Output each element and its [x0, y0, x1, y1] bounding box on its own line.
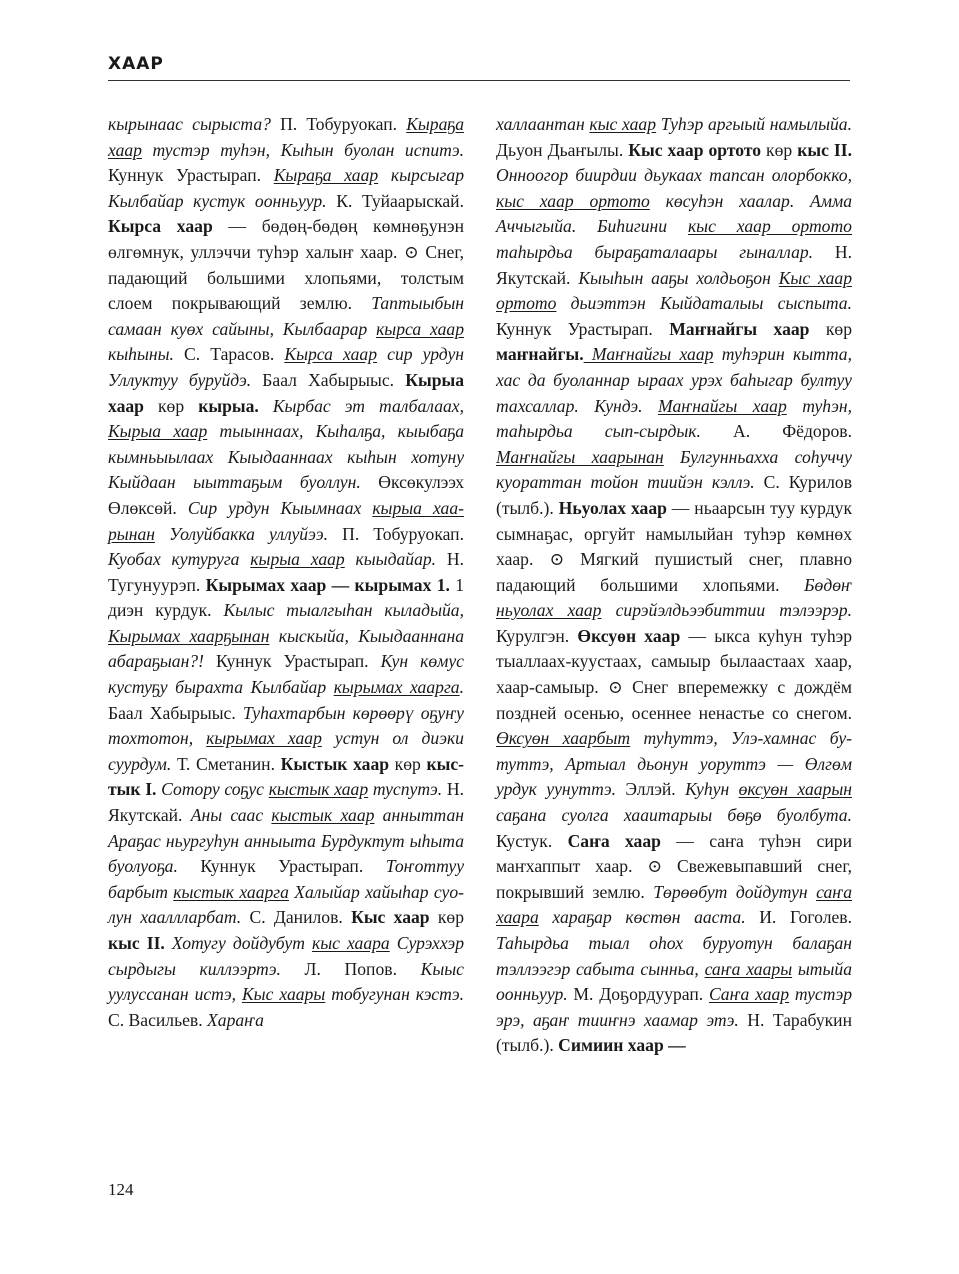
example-term: кырыа хаарынан: [108, 497, 464, 544]
example-text: Онноогор биирдии дьукаах тапсан олорбокко,: [496, 165, 852, 186]
example-text: Кырбас эт талбалаах,: [258, 395, 464, 416]
example-term: Кыраҕа хаар: [273, 165, 379, 186]
example-text: кырынаас сырыста?: [108, 114, 281, 134]
example-text: Кыыс уулуссанан истэ,: [108, 958, 464, 1005]
example-term: Өксуөн хаарбыт: [496, 728, 631, 749]
body-text: Баал Хабырыыс.: [108, 702, 243, 723]
example-term: Кыс хаар ортото: [496, 267, 852, 314]
example-text: Таптыыбын самаан куөх сайыны, Кылбаарар: [108, 293, 464, 339]
headword: Кырыа хаар: [108, 369, 465, 416]
example-text: Кылыс тыалгыһан кыладыйа,: [223, 600, 464, 621]
example-term: Маҥнайгы хаар: [658, 395, 787, 416]
example-term: кыс хаар ортото: [496, 190, 650, 211]
body-text: С. Курилов (тылб.).: [496, 472, 852, 518]
example-text: устун ол диэки суурдум.: [108, 728, 464, 774]
body-text: көр: [429, 907, 464, 928]
body-text: С. Васильев.: [108, 1009, 208, 1030]
example-term: саҥа хаара: [496, 881, 852, 928]
example-text: көсуһэн хаалар. Амма Аччыгыйа. Биһигини: [496, 190, 852, 237]
example-term: кыс хаара: [311, 933, 390, 953]
headword: Кыстык хаар: [280, 753, 390, 774]
example-text: сирэйэлдьээбиттии тэлээрэр.: [601, 600, 852, 621]
example-term: кырымах хаарга: [333, 677, 460, 698]
headword: кыс II.: [108, 933, 165, 953]
body-text: Т. Сметанин.: [176, 753, 281, 774]
example-text: Кыыһын ааҕы холдьоҕон: [578, 267, 779, 288]
example-text: хараҕар көстөн ааста.: [538, 907, 760, 928]
body-text: М. Доҕордуурап.: [573, 984, 709, 1005]
example-text: Бөдөҥ: [804, 574, 852, 595]
example-term: кырымах хаар: [206, 728, 322, 749]
example-text: дьиэттэн Кыйдаталыы сыспыта.: [556, 293, 852, 314]
headword: Кыс хаар ортото: [628, 139, 762, 160]
headword: маҥнайгы.: [496, 344, 584, 365]
body-text: — ыкса куһун туһэр тыаллаах-куустаах, самыыр былаастаах хаар, хаар-самыыр. ⊙ Снег вперемежку с дождём поздней осенью, осеннее ненастье со снегом.: [496, 625, 852, 723]
body-text: Н. Якутскай.: [108, 779, 465, 826]
body-text: көр: [761, 139, 798, 160]
example-text: Хараҥа: [207, 1009, 264, 1030]
headword: кыс II.: [797, 139, 852, 160]
example-text: Сурэххэр сырдыгы киллээртэ.: [108, 933, 464, 979]
example-text: Сотору соҕус: [156, 779, 269, 800]
example-text: халлаантан: [496, 114, 590, 134]
example-text: туһэрин кытта, хас да буоланнар ыраах урэх баһыгар бултуу тахсаллар. Кундэ.: [496, 344, 853, 416]
example-text: Аны саас: [190, 805, 272, 826]
running-header: [108, 52, 850, 81]
right-column: [496, 112, 852, 1059]
body-text: А. Фёдоров.: [733, 421, 852, 442]
headword: Симиин хаар —: [558, 1035, 686, 1056]
example-text: Кун көмус кустуҕу бырахта Кылбайар: [108, 651, 464, 698]
example-text: Булгунньахха соһуччу куораттан тойон тиийэн кэллэ.: [496, 446, 852, 493]
example-text: тустэр эрэ, аҕаҥ тииҥнэ хаамар этэ.: [496, 984, 853, 1030]
example-text: анныттан Араҕас ньургуһун анныыта Бурдуктут ыһыта буолуоҕа.: [108, 805, 464, 877]
body-text: көр: [143, 395, 199, 416]
headword: кырыа.: [198, 395, 259, 416]
example-text: таһырдьа быраҕаталаары гыналлар.: [496, 241, 835, 262]
example-text: .: [459, 677, 465, 698]
example-text: ытыйа оонньуур.: [496, 958, 852, 1005]
body-text: Н. Тарабукин (тылб.).: [496, 1009, 852, 1056]
body-text: Дьуон Дьаҥылы.: [496, 139, 629, 160]
body-text: С. Данилов.: [249, 907, 352, 928]
example-text: тобугунан кэстэ.: [325, 984, 464, 1005]
example-text: туспутэ.: [368, 779, 447, 800]
body-text: Кустук.: [496, 830, 568, 851]
example-text: Куобах кутуруга: [108, 549, 251, 570]
headword: Кыс хаар: [351, 907, 430, 928]
body-text: Л. Попов.: [304, 958, 421, 979]
body-text: Н. Якутскай.: [496, 241, 852, 288]
example-text: Туһахтарбын көрөөрү оҕуҥу тохтотон,: [108, 702, 464, 749]
example-term: Кырса хаар: [284, 344, 378, 365]
body-text: К. Туйаарыскай.: [336, 190, 464, 211]
example-text: Төрөөбут дойдутун: [653, 881, 817, 902]
example-term: өксуөн хаарын: [738, 779, 852, 800]
body-text: Куннук Урастырап.: [216, 651, 381, 672]
body-text: — саҥа туһэн сири маҥхаппыт хаар. ⊙ Свежевыпавший снег, покрывший землю.: [496, 830, 852, 902]
body-text: көр: [389, 753, 427, 774]
example-text: сир урдун Уллуктуу буруйдэ.: [108, 344, 464, 390]
example-text: Тоҥоттуу барбыт: [108, 856, 465, 902]
headword: кыстык I.: [108, 753, 464, 800]
example-text: саҕана суолга хааитарыы бөҕө буолбута.: [496, 805, 852, 826]
header-title: ХААР: [108, 54, 164, 74]
headword: Өксуөн хаар: [577, 625, 681, 646]
example-text: Хотугу дойдубут: [164, 933, 312, 953]
body-text: Курулгэн.: [496, 625, 578, 646]
page-number: 124: [108, 1180, 134, 1199]
example-term: Саҥа хаар: [708, 984, 790, 1005]
example-text: тустэр туһэн, Кыһын буолан испитэ.: [141, 139, 464, 160]
body-text: Куннук Урастырап.: [108, 165, 274, 186]
left-column: [108, 112, 464, 1033]
headword: Кырса хаар: [108, 216, 213, 237]
example-text: тыыннаах, Кыһалҕа, кыыбаҕа кымньыылаах Кыыдааннаах кыһын хотуну Кыйдаан ыыттаҕым буоллун.: [108, 421, 464, 493]
example-term: Кыраҕа хаар: [108, 114, 465, 160]
example-text: кыыдайар.: [344, 549, 447, 570]
example-term: Кырымах хаарҕынан: [108, 625, 270, 646]
body-text: Куннук Урастырап.: [200, 856, 386, 877]
example-term: кыстык хаарга: [173, 881, 289, 902]
example-term: саҥа хаары: [704, 958, 793, 979]
body-text: Өксөкулээх Өлөксөй.: [108, 472, 464, 518]
example-text: кырсыгар Кылбайар кустук оонньуур.: [108, 165, 464, 211]
headword: Маҥнайгы хаар: [669, 318, 810, 339]
example-term: кыстык хаар: [271, 805, 375, 826]
body-text: — бөдөң-бөдөң көмнөҕунэн өлгөмнук, уллэччи туһэр халыҥ хаар. ⊙ Снег, падающий большими хлопьями, толстым слоем покрывающий землю.: [108, 216, 464, 314]
example-text: Уолуйбакка уллуйээ.: [154, 523, 343, 544]
body-text: Баал Хабырыыс.: [262, 369, 406, 390]
example-text: Халыйар хайыһар суолун хааллларбат.: [108, 881, 464, 928]
body-text: — ньаарсын туу курдук сымнаҕас, оргуйт намылыйан туһэр көмнөх хаар. ⊙ Мягкий пушистый снег, плавно падающий большими хлопьями.: [496, 497, 853, 595]
example-term: Маҥнайгы хаар: [583, 344, 714, 365]
body-text: 1 диэн курдук.: [108, 574, 464, 621]
headword: Ньуолах хаар: [558, 497, 667, 518]
body-text: И. Гоголев.: [759, 907, 853, 928]
example-text: туһуттэ, Улэ-хамнас бутуттэ, Артыал дьонун уоруттэ — Өлгөм урдук уунуттэ.: [496, 728, 853, 800]
example-text: кыскыйа, Кыыдааннана абараҕыан?!: [108, 625, 464, 672]
example-term: кыс хаар: [589, 114, 657, 134]
example-term: кырыа хаар: [250, 549, 345, 570]
example-term: Кыс хаары: [242, 984, 326, 1005]
example-text: Таһырдьа тыал оһох буруотун балаҕан тэллээгэр сабыта сынньа,: [496, 933, 852, 979]
body-text: Эллэй.: [625, 779, 686, 800]
body-text: Куннук Урастырап.: [496, 318, 670, 339]
headword: Кырымах хаар — кырымах 1.: [205, 574, 450, 595]
body-text: Н. Тугунуурэп.: [108, 549, 464, 595]
example-term: кырса хаар: [376, 318, 464, 339]
example-term: Кырыа хаар: [108, 421, 208, 442]
example-term: Маҥнайгы хаарынан: [496, 446, 664, 467]
example-text: Куһун: [685, 779, 739, 800]
body-text: П. Тобуруокап.: [342, 523, 464, 544]
example-term: кыс хаар ортото: [687, 216, 852, 237]
body-text: көр: [809, 318, 853, 339]
example-term: кыстык хаар: [268, 779, 369, 800]
headword: Саҥа хаар: [567, 830, 661, 851]
body-text: С. Тарасов.: [184, 344, 285, 365]
example-term: ньуолах хаар: [496, 600, 602, 621]
body-text: П. Тобуруокап.: [280, 114, 407, 134]
example-text: туһэн, таһырдьа сып-сырдык.: [496, 395, 852, 442]
example-text: кыһыны.: [108, 344, 185, 365]
example-text: Сир урдун Кыымнаах: [187, 497, 373, 518]
example-text: Туһэр аргыый намылыйа.: [656, 114, 852, 134]
